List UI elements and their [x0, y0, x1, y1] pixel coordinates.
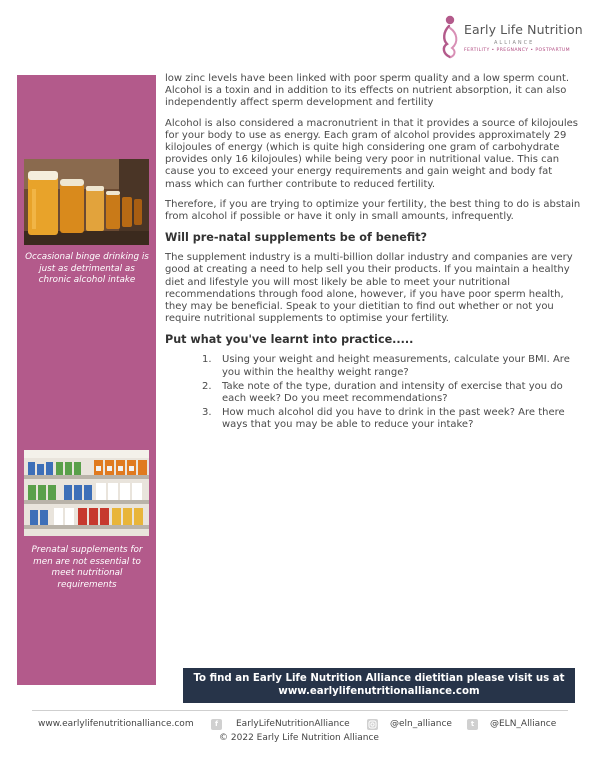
- list-item-number: 3.: [202, 407, 212, 419]
- list-item-number: 1.: [202, 354, 212, 366]
- twitter-icon[interactable]: t: [467, 719, 478, 730]
- caption-prenatal-supplements: Prenatal supplements for men are not essential to meet nutritional requirements: [31, 545, 143, 590]
- footer-twitter-link[interactable]: @ELN_Alliance: [490, 719, 557, 729]
- footer-divider: [32, 710, 568, 711]
- caption-binge-drinking: Occasional binge drinking is just as detrimental as chronic alcohol intake: [25, 252, 149, 285]
- footer-copyright: © 2022 Early Life Nutrition Alliance: [219, 733, 379, 743]
- paragraph-zinc-alcohol: low zinc levels have been linked with poor sperm quality and a low sperm count. Alcohol is a toxin and in addition to its effects on nutrient absorption, it can also independently affect sperm development and fertility: [165, 73, 570, 109]
- list-item-text: Take note of the type, duration and intensity of exercise that you do each week? Do you meet recommendations?: [222, 380, 563, 405]
- footer-links: [36, 719, 576, 733]
- footer-instagram-link[interactable]: @eln_alliance: [390, 719, 452, 729]
- paragraph-alcohol-energy: Alcohol is also considered a macronutrient in that it provides a source of kilojoules for your body to use as energy. Each gram of alcohol provides approximately 29 kilojoules of energy (which is quite high considering one gram of carbohydrate provides only 16 kilojoules) while being very poor in nutritional value. This can cause you to exceed your energy requirements and gain weight and body fat mass which can further contribute to reduced fertility.: [165, 117, 578, 190]
- facebook-icon[interactable]: f: [211, 719, 222, 730]
- brand-name: Early Life Nutrition: [464, 22, 583, 37]
- brand-tagline: FERTILITY • PREGNANCY • POSTPARTUM: [464, 48, 571, 53]
- list-item: [165, 354, 581, 378]
- heading-supplements: Will pre-natal supplements be of benefit?: [165, 231, 428, 245]
- list-item: [165, 381, 581, 405]
- cta-text: To find an Early Life Nutrition Alliance dietitian please visit us at: [193, 673, 565, 684]
- instagram-icon[interactable]: [367, 719, 378, 730]
- footer-website-link[interactable]: www.earlylifenutritionalliance.com: [38, 719, 194, 729]
- supplement-shelf-photo: [24, 450, 149, 536]
- list-item-number: 2.: [202, 380, 212, 392]
- sidebar: [17, 75, 156, 685]
- beer-glasses-photo: [24, 159, 149, 245]
- cta-link[interactable]: www.earlylifenutritionalliance.com: [278, 686, 480, 697]
- pregnancy-logo-icon: [439, 14, 461, 60]
- paragraph-supplement-industry: The supplement industry is a multi-billion dollar industry and companies are very good at creating a need to help sell you their products. If you maintain a healthy diet and lifestyle you will most likely be able to meet your nutritional recommendations through food alone, however, if you have poor sperm health, they may be beneficial. Speak to your dietitian to find out whether or not you require nutritional supplements to optimise your fertility.: [165, 252, 573, 325]
- list-item-text: How much alcohol did you have to drink in the past week? Are there ways that you may be able to reduce your intake?: [222, 407, 565, 431]
- article-body: [165, 73, 581, 434]
- brand-sub: ALLIANCE: [494, 40, 535, 46]
- footer-facebook-link[interactable]: EarlyLifeNutritionAlliance: [236, 719, 350, 729]
- paragraph-abstain: Therefore, if you are trying to optimize your fertility, the best thing to do is abstain from alcohol if possible or have it only in small amounts, infrequently.: [165, 198, 581, 223]
- heading-practice: Put what you've learnt into practice.....: [165, 333, 414, 347]
- dietitian-cta-banner: [183, 668, 575, 703]
- brand-logo: [439, 14, 589, 62]
- list-item: [165, 407, 581, 431]
- list-item-text: Using your weight and height measurements, calculate your BMI. Are you within the healthy weight range?: [222, 354, 570, 378]
- practice-list: [165, 354, 581, 431]
